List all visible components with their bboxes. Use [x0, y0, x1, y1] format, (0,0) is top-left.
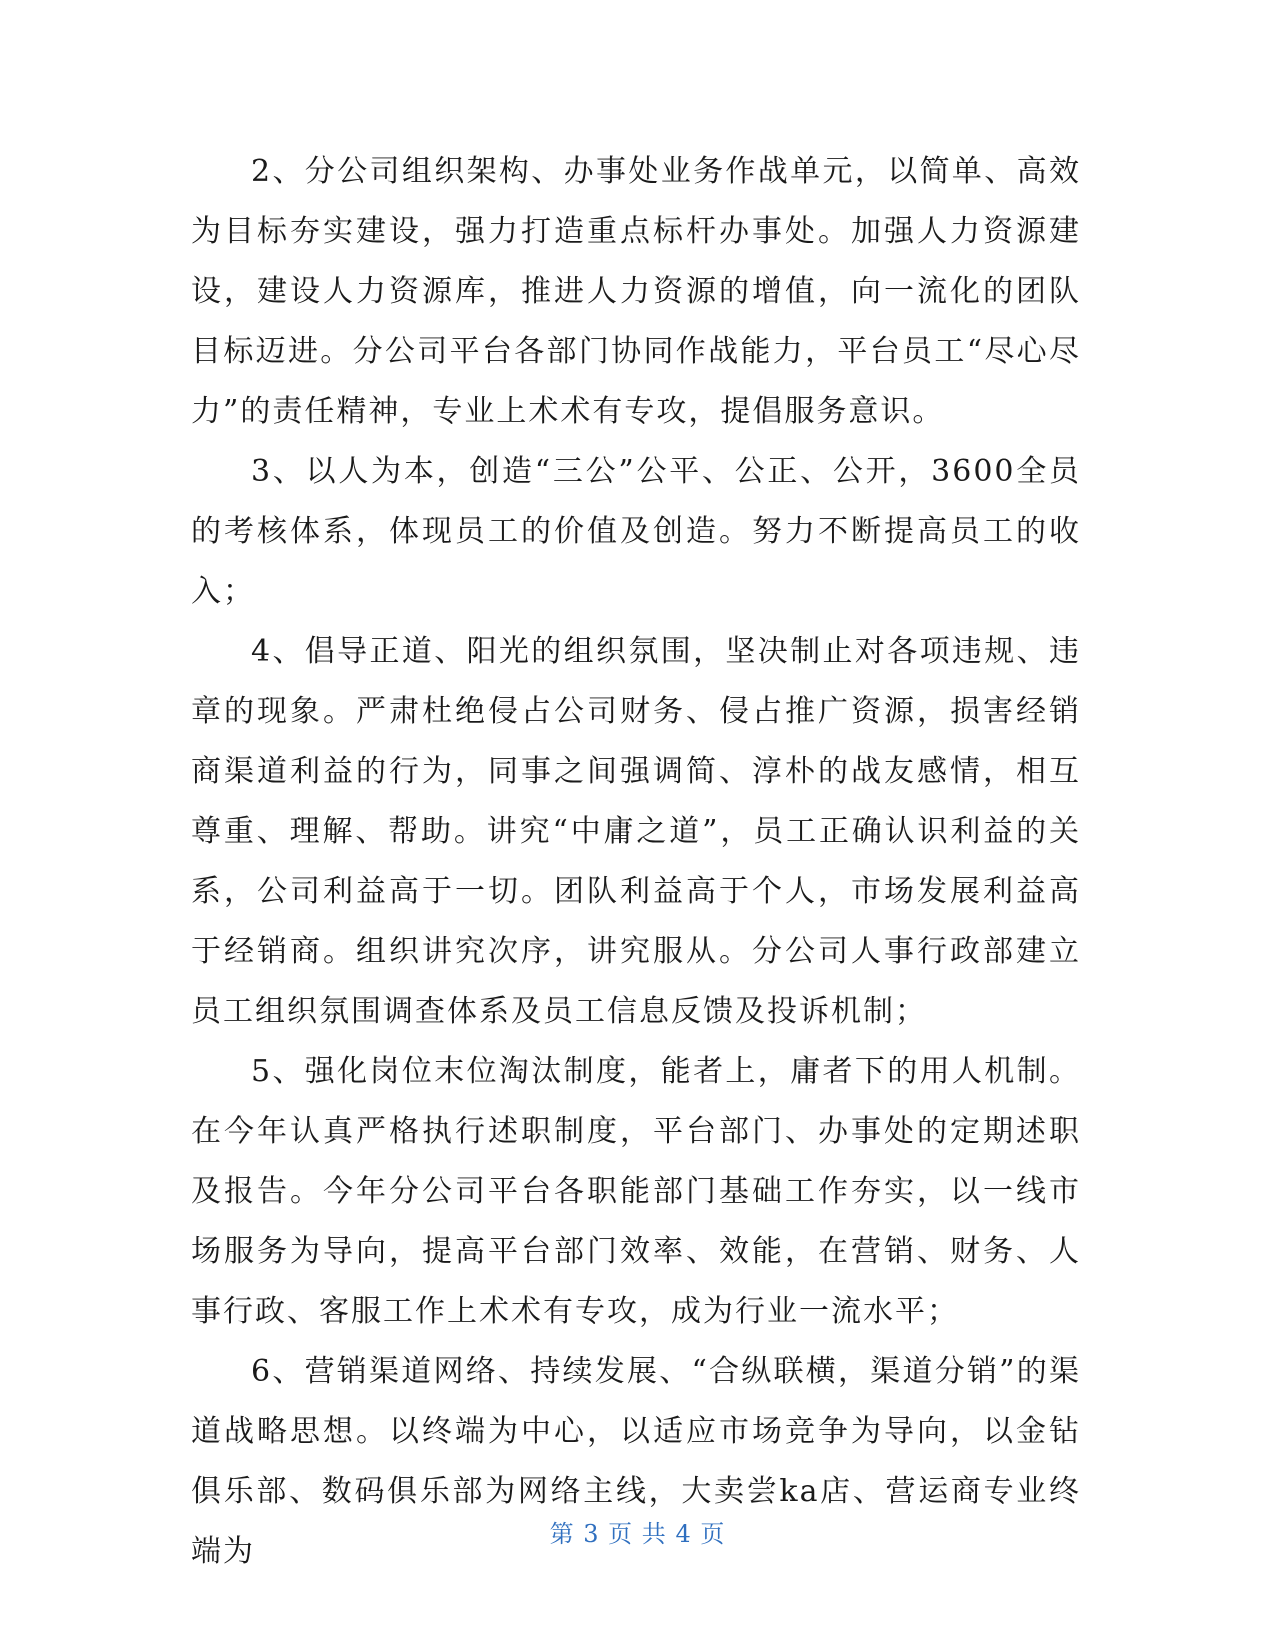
document-body: [191, 142, 1081, 1582]
paragraph-item-2: 2、分公司组织架构、办事处业务作战单元，以简单、高效为目标夯实建设，强力打造重点标杆办事处。加强人力资源建设，建设人力资源库，推进人力资源的增值，向一流化的团队目标迈进。分公司平台各部门协同作战能力，平台员工“尽心尽力”的责任精神，专业上术术有专攻，提倡服务意识。: [191, 154, 1081, 429]
page-number-footer: 第 3 页 共 4 页: [549, 1520, 726, 1548]
paragraph-item-3: 3、以人为本，创造“三公”公平、公正、公开，3600全员的考核体系，体现员工的价值及创造。努力不断提高员工的收入；: [191, 454, 1081, 609]
paragraph-item-4: 4、倡导正道、阳光的组织氛围，坚决制止对各项违规、违章的现象。严肃杜绝侵占公司财务、侵占推广资源，损害经销商渠道利益的行为，同事之间强调简、淳朴的战友感情，相互尊重、理解、帮助。讲究“中庸之道”，员工正确认识利益的关系，公司利益高于一切。团队利益高于个人，市场发展利益高于经销商。组织讲究次序，讲究服从。分公司人事行政部建立员工组织氛围调查体系及员工信息反馈及投诉机制；: [191, 634, 1081, 1029]
paragraph-item-6: 6、营销渠道网络、持续发展、“合纵联横，渠道分销”的渠道战略思想。以终端为中心，以适应市场竞争为导向，以金钻俱乐部、数码俱乐部为网络主线，大卖尝ka店、营运商专业终端为: [191, 1354, 1081, 1569]
paragraph-item-5: 5、强化岗位末位淘汰制度，能者上，庸者下的用人机制。在今年认真严格执行述职制度，平台部门、办事处的定期述职及报告。今年分公司平台各职能部门基础工作夯实，以一线市场服务为导向，提高平台部门效率、效能，在营销、财务、人事行政、客服工作上术术有专攻，成为行业一流水平；: [191, 1054, 1081, 1329]
